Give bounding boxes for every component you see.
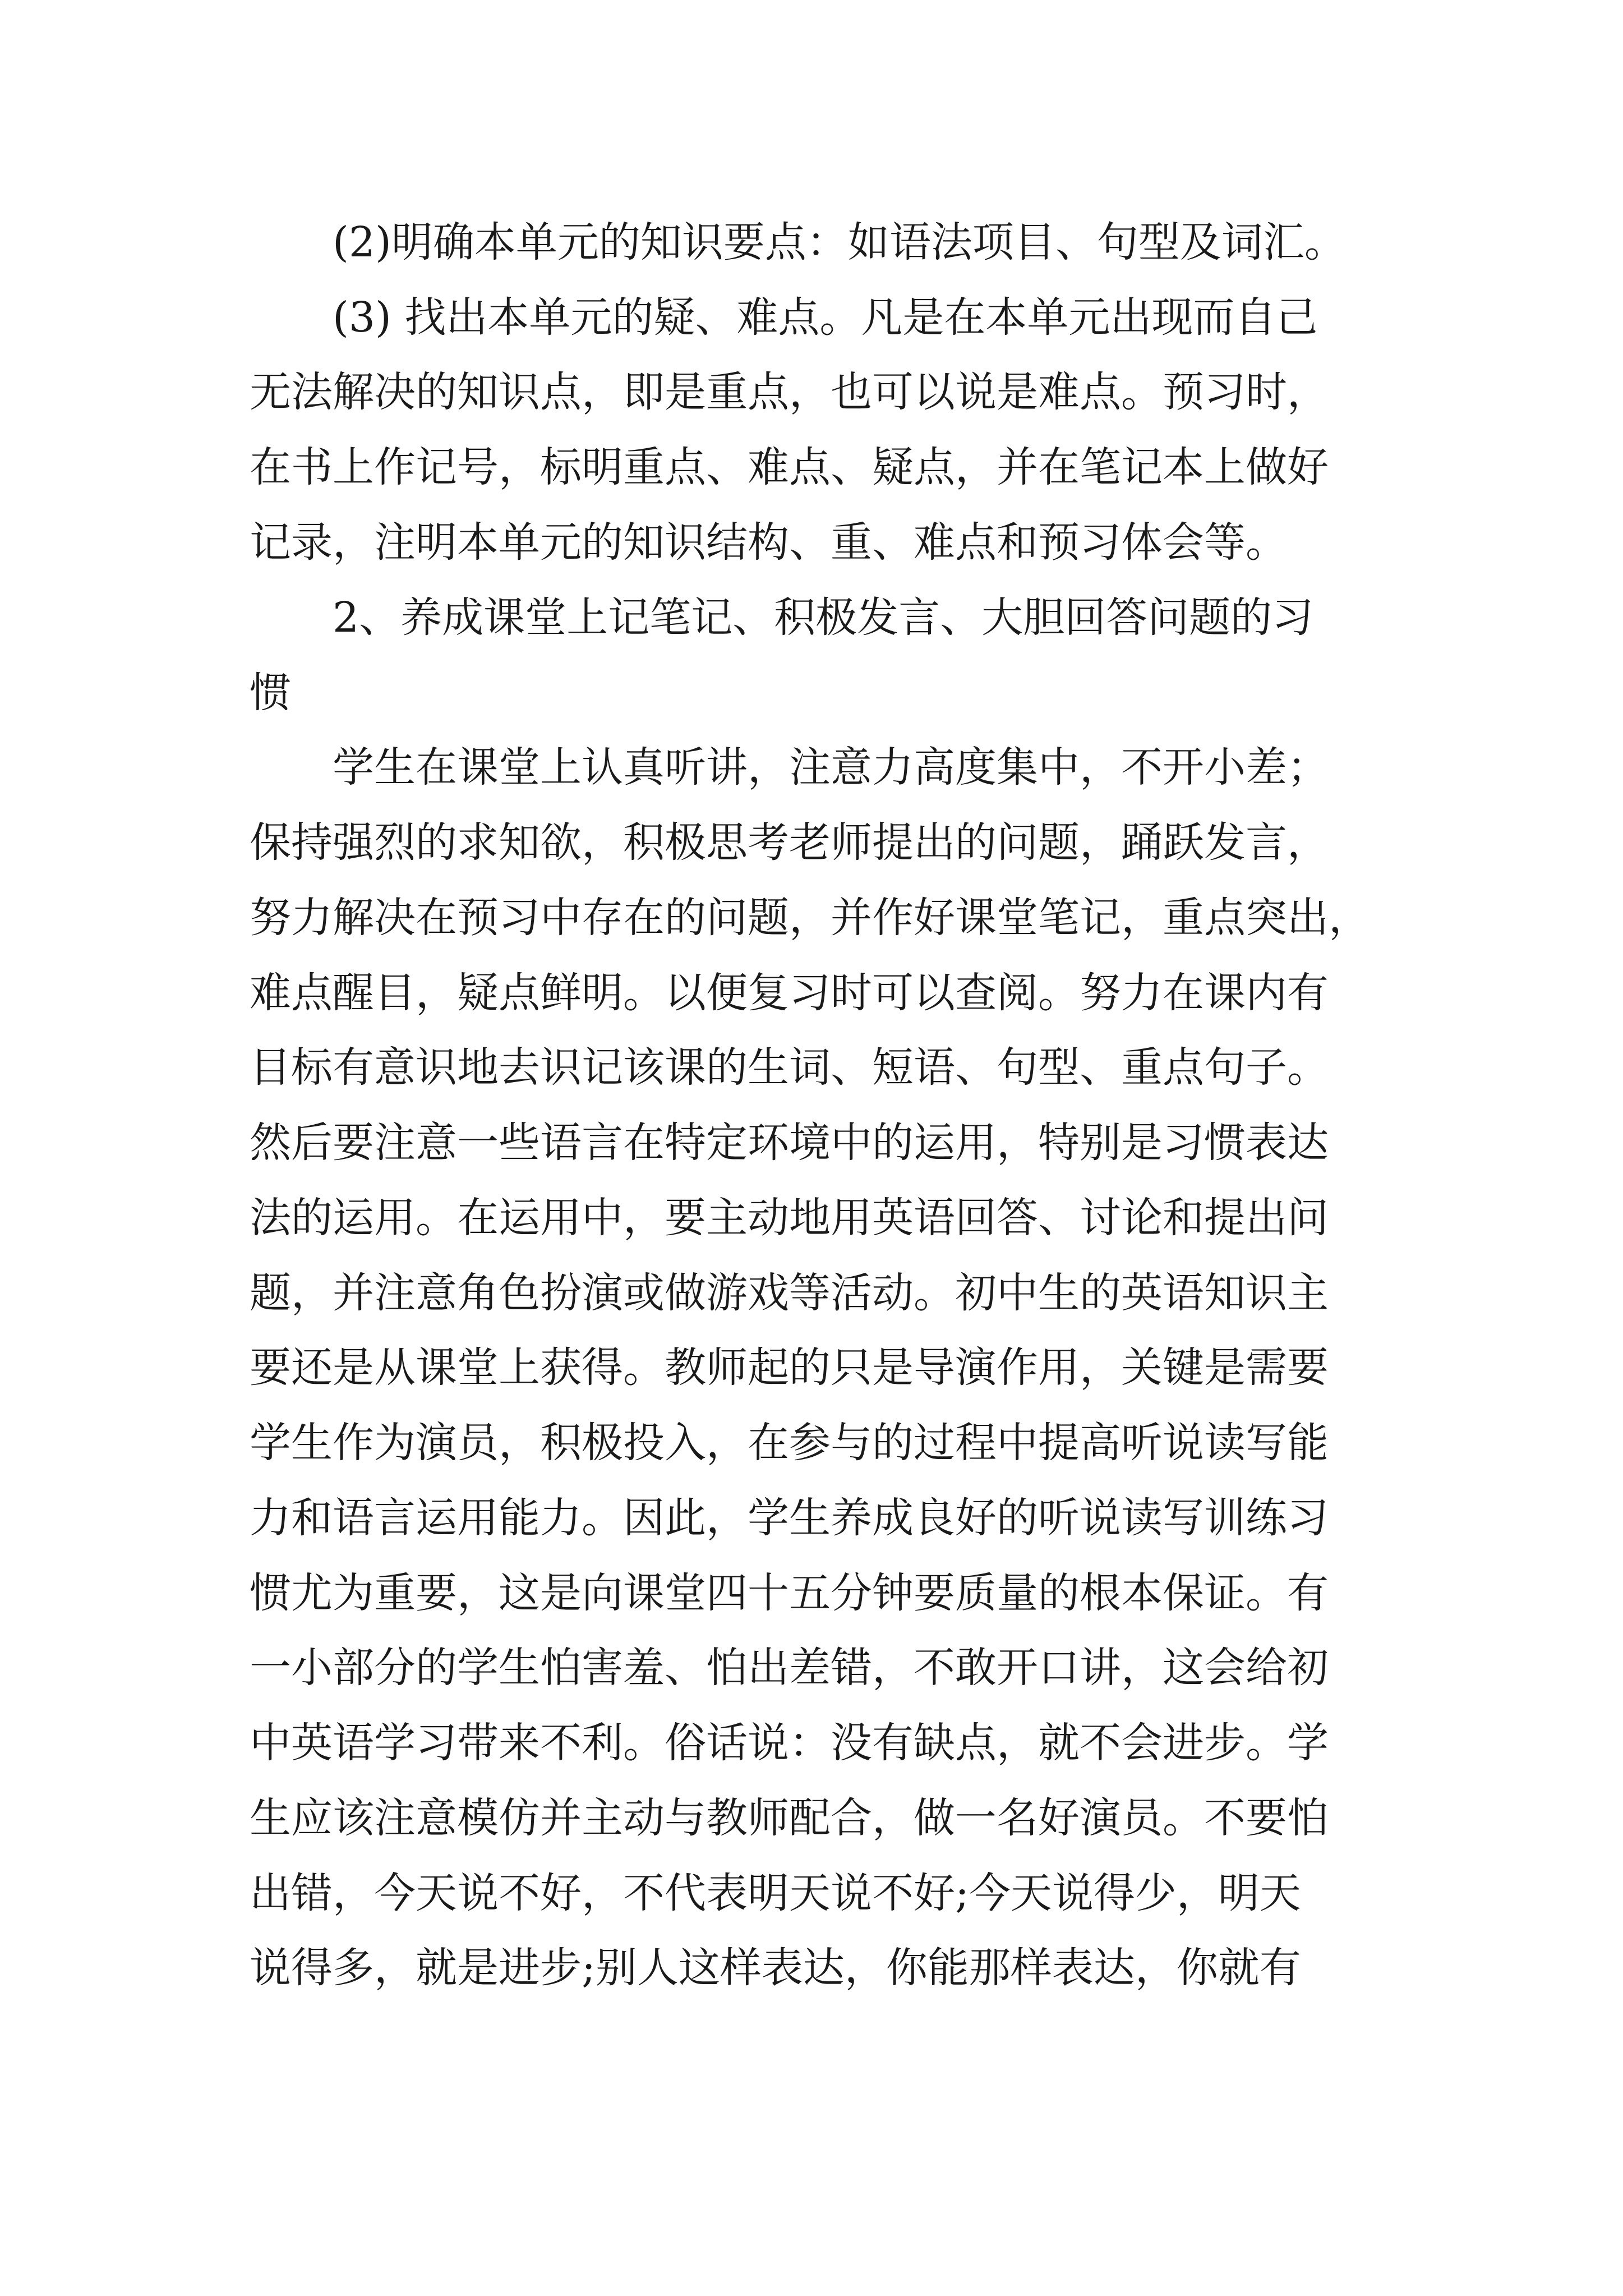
- text-line-14: 法的运用。在运用中，要主动地用英语回答、讨论和提出问: [250, 1194, 1329, 1242]
- text-line-13: 然后要注意一些语言在特定环境中的运用，特别是习惯表达: [250, 1119, 1329, 1167]
- text-line-15: 题，并注意角色扮演或做游戏等活动。初中生的英语知识主: [250, 1269, 1329, 1317]
- text-line-19: 惯尤为重要，这是向课堂四十五分钟要质量的根本保证。有: [250, 1569, 1329, 1617]
- text-line-18: 力和语言运用能力。因此，学生养成良好的听说读写训练习: [250, 1494, 1329, 1542]
- text-line-5: 记录，注明本单元的知识结构、重、难点和预习体会等。: [250, 518, 1287, 567]
- section-heading-line-2: 惯: [250, 669, 291, 717]
- text-line-24: 说得多，就是进步;别人这样表达，你能那样表达，你就有: [250, 1944, 1301, 1992]
- text-line-4: 在书上作记号，标明重点、难点、疑点，并在笔记本上做好: [250, 443, 1329, 491]
- text-line-17: 学生作为演员，积极投入，在参与的过程中提高听说读写能: [250, 1419, 1329, 1467]
- text-line-9: 保持强烈的求知欲，积极思考老师提出的问题，踊跃发言，: [250, 818, 1329, 867]
- text-line-10: 努力解决在预习中存在的问题，并作好课堂笔记，重点突出，: [250, 894, 1370, 942]
- text-line-12: 目标有意识地去识记该课的生词、短语、句型、重点句子。: [250, 1043, 1329, 1092]
- text-line-8: 学生在课堂上认真听讲，注意力高度集中，不开小差；: [333, 743, 1329, 792]
- text-line-11: 难点醒目，疑点鲜明。以便复习时可以查阅。努力在课内有: [250, 969, 1329, 1017]
- text-line-22: 生应该注意模仿并主动与教师配合，做一名好演员。不要怕: [250, 1794, 1329, 1842]
- text-line-16: 要还是从课堂上获得。教师起的只是导演作用，关键是需要: [250, 1343, 1329, 1392]
- section-heading-line-1: 2、养成课堂上记笔记、积极发言、大胆回答问题的习: [333, 593, 1314, 642]
- text-line-2: (3) 找出本单元的疑、难点。凡是在本单元出现而自己: [333, 293, 1318, 342]
- text-line-21: 中英语学习带来不利。俗话说：没有缺点，就不会进步。学: [250, 1719, 1329, 1767]
- text-line-1: (2)明确本单元的知识要点：如语法项目、句型及词汇。: [333, 218, 1346, 266]
- text-line-20: 一小部分的学生怕害羞、怕出差错，不敢开口讲，这会给初: [250, 1644, 1329, 1692]
- text-line-3: 无法解决的知识点，即是重点，也可以说是难点。预习时，: [250, 368, 1329, 416]
- text-line-23: 出错，今天说不好，不代表明天说不好;今天说得少，明天: [250, 1869, 1301, 1917]
